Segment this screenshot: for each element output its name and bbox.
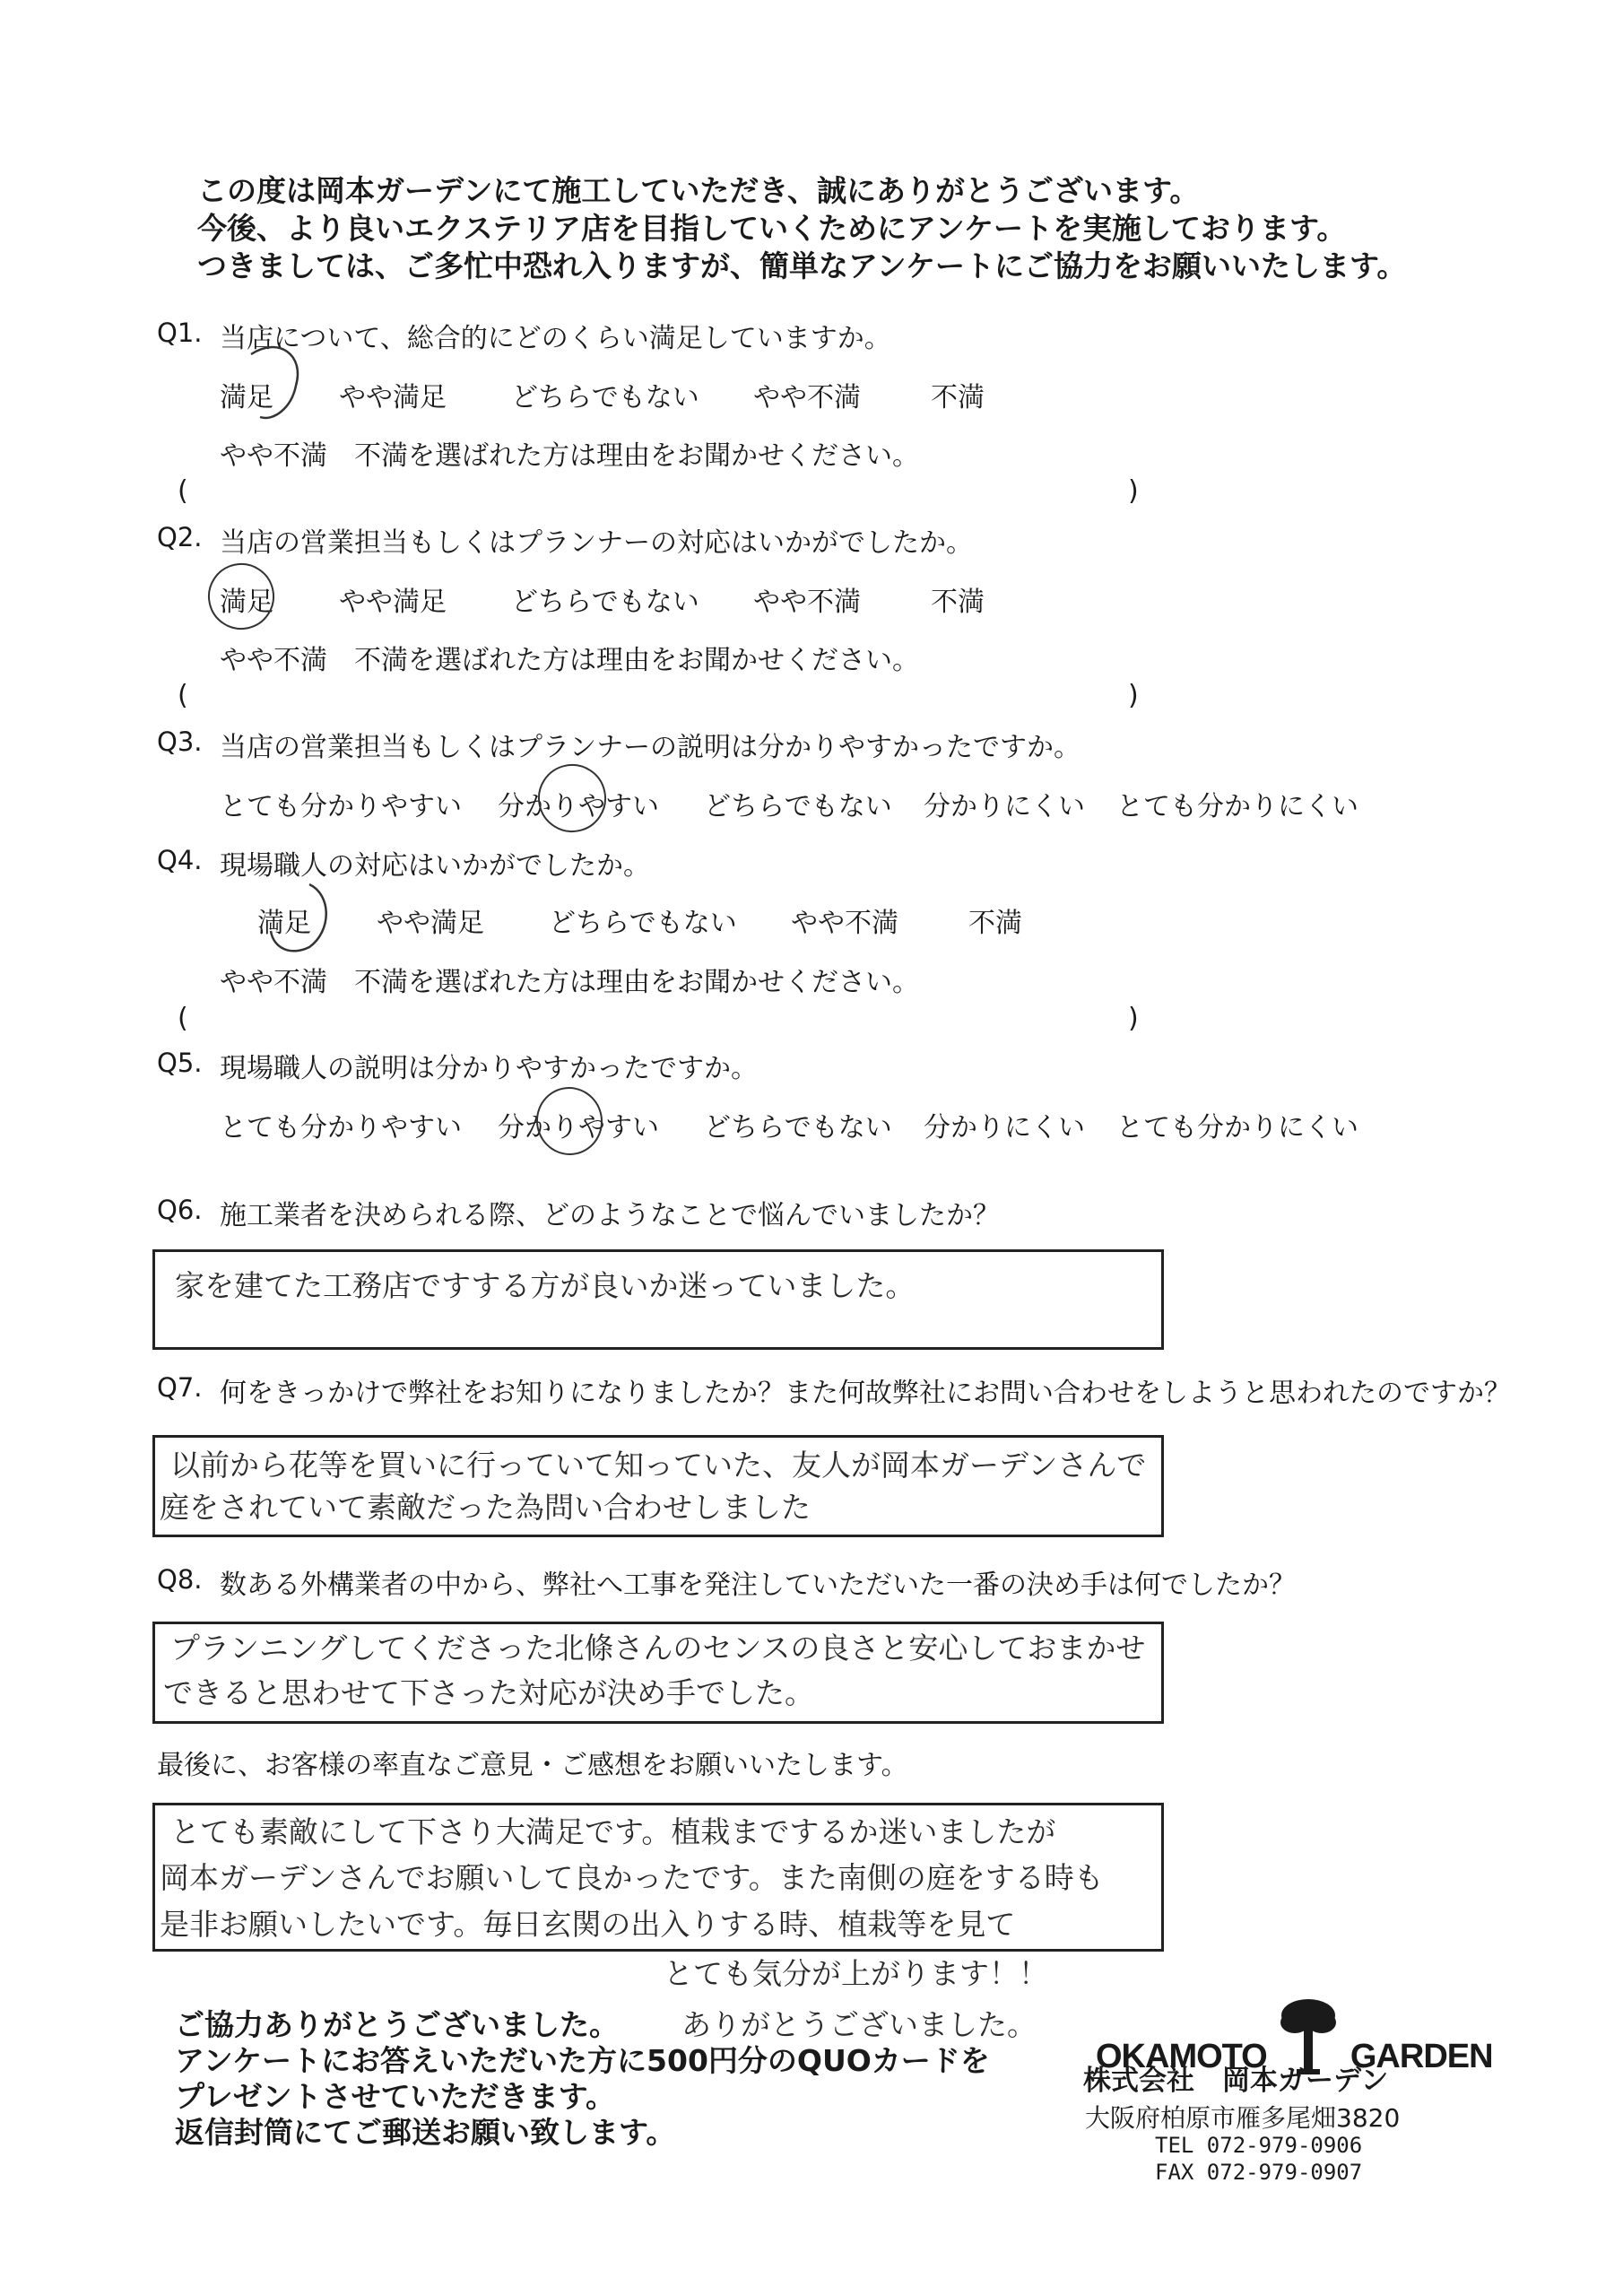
q3-selection-circle: [532, 758, 612, 839]
logo-text-left: OKAMOTO: [1096, 2038, 1267, 2075]
q4-option-4[interactable]: やや不満: [791, 908, 898, 939]
q8-question: 数ある外構業者の中から、弊社へ工事を発注していただいた一番の決め手は何でしたか？: [220, 1570, 1296, 1601]
q7-answer-line-1: 以前から花等を買いに行っていて知っていた、友人が岡本ガーデンさんで: [170, 1448, 1147, 1483]
footer-line-3: プレゼントさせていただきます。: [175, 2079, 616, 2114]
final-answer-line-5: ありがとうございました。: [681, 2007, 1037, 2042]
company-address: 大阪府柏原市雁多尾畑3820: [1085, 2103, 1401, 2133]
q5-selection-circle: [530, 1081, 609, 1161]
q5-question: 現場職人の説明は分かりやすかったですか。: [220, 1053, 758, 1084]
q4-followup: やや不満 不満を選ばれた方は理由をお聞かせください。: [220, 967, 919, 998]
q4-paren-close: ): [1128, 1003, 1139, 1034]
final-answer-line-2: 岡本ガーデンさんでお願いして良かったです。また南側の庭をする時も: [160, 1860, 1104, 1895]
q7-answer-line-2: 庭をされていて素敵だった為問い合わせしました: [160, 1490, 811, 1525]
company-tel: TEL 072-979-0906: [1155, 2133, 1363, 2158]
q2-paren-close: ): [1128, 680, 1139, 711]
footer-line-4: 返信封筒にてご郵送お願い致します。: [175, 2115, 676, 2150]
q8-number: Q8.: [157, 1564, 203, 1595]
q2-option-1[interactable]: 満足: [220, 587, 273, 618]
q7-number: Q7.: [157, 1372, 203, 1403]
q4-option-3[interactable]: どちらでもない: [549, 908, 737, 939]
q4-option-5[interactable]: 不満: [968, 908, 1022, 939]
q3-number: Q3.: [157, 726, 203, 757]
q2-option-4[interactable]: やや不満: [753, 587, 861, 618]
q4-option-1[interactable]: 満足: [257, 908, 311, 939]
q1-option-1[interactable]: 満足: [220, 382, 273, 413]
q2-option-3[interactable]: どちらでもない: [511, 587, 699, 618]
q2-paren-open: (: [178, 680, 188, 711]
q1-paren-open: (: [178, 475, 188, 507]
final-answer-line-3: 是非お願いしたいです。毎日玄関の出入りする時、植栽等を見て: [160, 1907, 1016, 1942]
q6-question: 施工業者を決められる際、どのようなことで悩んでいましたか？: [220, 1200, 1000, 1231]
q1-followup: やや不満 不満を選ばれた方は理由をお聞かせください。: [220, 440, 919, 472]
intro-text: [197, 172, 1406, 285]
q4-paren-open: (: [178, 1003, 188, 1034]
q1-question: 当店について、総合的にどのくらい満足していますか。: [220, 323, 891, 354]
footer-thanks: [175, 2007, 990, 2151]
footer-line-2: アンケートにお答えいただいた方に500円分のQUOカードを: [175, 2043, 990, 2078]
q2-followup: やや不満 不満を選ばれた方は理由をお聞かせください。: [220, 645, 919, 676]
q2-selection-circle: [202, 557, 281, 636]
intro-line-3: つきましては、ご多忙中恐れ入りますが、簡単なアンケートにご協力をお願いいたします。: [197, 248, 1407, 283]
q5-option-4[interactable]: 分かりにくい: [924, 1112, 1085, 1144]
q1-paren-close: ): [1128, 475, 1139, 507]
q5-number: Q5.: [157, 1048, 203, 1078]
q3-option-4[interactable]: 分かりにくい: [924, 791, 1085, 822]
q6-number: Q6.: [157, 1195, 203, 1225]
q1-option-2[interactable]: やや満足: [339, 382, 447, 413]
q4-option-2[interactable]: やや満足: [377, 908, 484, 939]
q3-option-5[interactable]: とても分かりにくい: [1116, 791, 1358, 822]
q1-option-3[interactable]: どちらでもない: [511, 382, 699, 413]
q3-option-2[interactable]: 分かりやすい: [498, 791, 659, 822]
final-question: 最後に、お客様の率直なご意見・ご感想をお願いいたします。: [157, 1750, 908, 1781]
q5-option-5[interactable]: とても分かりにくい: [1116, 1112, 1358, 1144]
q3-question: 当店の営業担当もしくはプランナーの説明は分かりやすかったですか。: [220, 732, 1081, 763]
q1-number: Q1.: [157, 317, 203, 348]
company-name: 株式会社 岡本ガーデン: [1083, 2065, 1389, 2097]
q2-option-2[interactable]: やや満足: [339, 587, 447, 618]
intro-line-1: この度は岡本ガーデンにて施工していただき、誠にありがとうございます。: [197, 173, 1200, 208]
q5-option-3[interactable]: どちらでもない: [704, 1112, 892, 1144]
q2-option-5[interactable]: 不満: [931, 587, 985, 618]
q1-selection-mark: [242, 336, 314, 426]
logo-text-right: GARDEN: [1350, 2038, 1493, 2075]
q1-option-4[interactable]: やや不満: [753, 382, 861, 413]
q6-answer: 家を建てた工務店ですする方が良いか迷っていました。: [175, 1268, 916, 1303]
q2-question: 当店の営業担当もしくはプランナーの対応はいかがでしたか。: [220, 527, 973, 559]
q8-answer-line-2: できると思わせて下さった対応が決め手でした。: [163, 1675, 814, 1710]
q4-question: 現場職人の対応はいかがでしたか。: [220, 850, 650, 882]
q7-question: 何をきっかけで弊社をお知りになりましたか？また何故弊社にお問い合わせをしようと思われたのですか？: [220, 1378, 1511, 1409]
q5-option-1[interactable]: とても分かりやすい: [220, 1112, 462, 1144]
q5-option-2[interactable]: 分かりやすい: [498, 1112, 659, 1144]
footer-line-1: ご協力ありがとうございました。: [175, 2007, 619, 2042]
company-fax: FAX 072-979-0907: [1155, 2160, 1363, 2185]
q1-option-5[interactable]: 不満: [931, 382, 985, 413]
q3-option-1[interactable]: とても分かりやすい: [220, 791, 462, 822]
q4-selection-mark: [260, 877, 341, 958]
q2-number: Q2.: [157, 522, 203, 552]
final-answer-line-1: とても素敵にして下さり大満足です。植栽までするか迷いましたが: [170, 1814, 1056, 1849]
q8-answer-line-1: プランニングしてくださった北條さんのセンスの良さと安心しておまかせ: [170, 1631, 1146, 1665]
final-answer-line-4: とても気分が上がります！！: [664, 1956, 1048, 1991]
q4-number: Q4.: [157, 845, 203, 875]
intro-line-2: 今後、より良いエクステリア店を目指していくためにアンケートを実施しております。: [197, 211, 1347, 246]
q3-option-3[interactable]: どちらでもない: [704, 791, 892, 822]
